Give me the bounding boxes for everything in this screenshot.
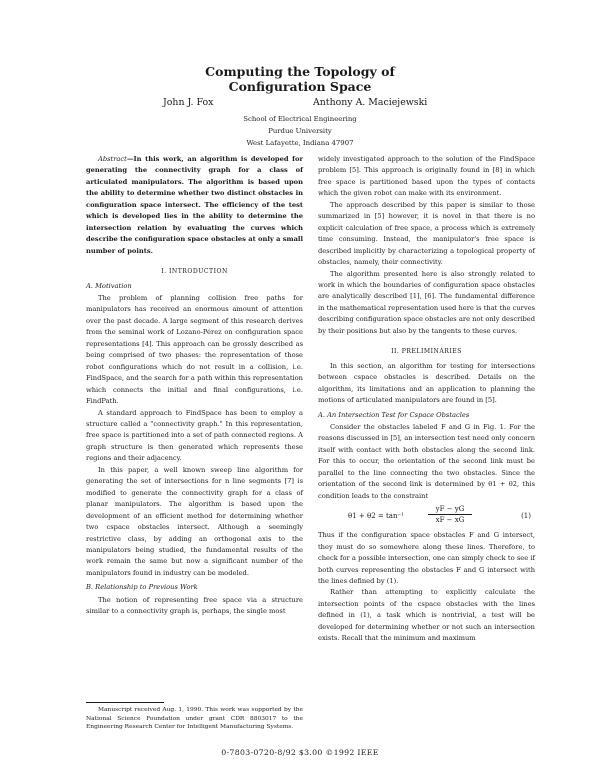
footnote-rule [86, 702, 164, 703]
affiliation-line-1: School of Electrical Engineering [243, 115, 357, 123]
equation-numerator: yF − yG [428, 504, 472, 515]
footnote [86, 702, 303, 732]
section-heading-preliminaries: II. PRELIMINARIES [391, 348, 462, 356]
equation-lhs: θ1 + θ2 = tan⁻¹ [348, 512, 404, 521]
intersection-paragraph-1: Consider the obstacles labeled F and G in Fig. 1. For the reasons discussed in [5], an intersection test need only concern itself with contact with both obstacles along the second link. For this to occur, the orientation of the second link must be parallel to the line connecting the two obstacles. Since the orientation of the second link is determined by θ1 + θ2, this condition leads to the constraint [318, 422, 535, 500]
preliminaries-paragraph: In this section, an algorithm for testing for intersections between cspace obstacles is described. Details on the algorithm, its limitations and an application to planning the motions of articulated manipulators are found in [5]. [318, 361, 535, 405]
subsection-heading-previous-work: B. Relationship to Previous Work [86, 583, 198, 592]
right-paragraph-1: widely investigated approach to the solution of the FindSpace problem [5]. This approach is originally found in [8] in which free space is partitioned based upon the types of contacts which the given robot can make with its environment. [318, 155, 535, 198]
right-paragraph-2: The approach described by this paper is similar to those summarized in [5] however, it is novel in that there is no explicit calculation of free space, a process which is extremely time consuming. Instead, the manipulator's free space is described implicitly by characterizing a topological property of obstacles, namely, their connectivity. [318, 200, 535, 267]
author-1: John J. Fox [163, 97, 214, 108]
equation-fraction [428, 504, 472, 525]
right-paragraph-3: The algorithm presented here is also strongly related to work in which the boundaries of configuration space obstacles are analytically described [1], [6]. The fundamental difference in the mathematical representation used here is that the curves describing configuration space obstacles are not only described by their positions but also by the tangents to these curves. [318, 269, 535, 335]
right-column [318, 154, 535, 645]
intro-paragraph-1: The problem of planning collision free paths for manipulators has received an enormous amount of attention over the past decade. A large segment of this research derives from the seminal work of Lozano-Pérez on configuration space representations [4]. This approach can be grossly described as being comprised of two phases: the representation of those robot configurations which do not result in a collision, i.e. FindSpace, and the search for a path within this representation which connects the initial and final configurations, i.e. FindPath. [86, 293, 303, 406]
left-column [86, 154, 303, 618]
copyright-line: 0-7803-0720-8/92 $3.00 ©1992 IEEE [221, 748, 379, 757]
affiliation [0, 113, 600, 149]
subsection-heading-intersection-test: A. An Intersection Test for Cspace Obstacles [318, 410, 470, 419]
previous-work-paragraph: The notion of representing free space via a structure similar to a connectivity graph is, perhaps, the single most [86, 595, 303, 616]
equation-denominator: xF − xG [435, 516, 465, 525]
intersection-paragraph-3: Rather than attempting to explicitly calculate the intersection points of the cspace obstacles with the lines defined in (1), a task which is nontrivial, a test will be developed for determining whether or not such an intersection exists. Recall that the minimum and maximum [318, 588, 535, 643]
abstract-label: Abstract [98, 155, 127, 163]
paper-title [0, 64, 600, 94]
abstract [86, 154, 303, 257]
intro-paragraph-2: A standard approach to FindSpace has been to employ a structure called a "connectivity graph." In this representation, free space is partitioned into a set of path connected regions. A graph structure is then generated which represents these regions and their adjacency. [86, 408, 303, 463]
footnote-text: Manuscript received Aug. 1, 1990. This work was supported by the National Science Foundation under grant CDR 8803017 to the Engineering Research Center for Intelligent Manufacturing Systems. [86, 707, 303, 731]
intersection-paragraph-2: Thus if the configuration space obstacles F and G intersect, they must do so somewhere along these lines. Therefore, to check for a possible intersection, one can simply check to see if both curves representing the obstacles F and G intersect with the lines defined by (1). [318, 531, 535, 585]
title-line-2: Configuration Space [228, 79, 372, 94]
equation-1 [318, 504, 535, 528]
subsection-heading-motivation: A. Motivation [86, 281, 132, 290]
equation-number: (1) [521, 512, 531, 521]
title-line-1: Computing the Topology of [205, 64, 395, 79]
abstract-text: —In this work, an algorithm is developed for generating the connectivity graph for a class of articulated manipulators. The algorithm is based upon the ability to determine whether two distinct obstacles in configuration space intersect. The efficiency of the test which is developed lies in the ability to determine the intersection relation by evaluating the curves which describe the configuration space obstacles at only a small number of points. [86, 155, 304, 255]
affiliation-line-2: Purdue University [268, 127, 332, 135]
author-2: Anthony A. Maciejewski [313, 97, 428, 108]
intro-paragraph-3: In this paper, a well known sweep line algorithm for generating the set of intersections for n line segments [7] is modified to generate the connectivity graph for a class of planar manipulators. The algorithm is based upon the development of an efficient method for determining whether two cspace obstacles intersect. Although a seemingly restrictive class, by adding an orthogonal axis to the manipulators being studied, the fundamental results of the work remain the same but now a significant number of the manipulators found in industry can be modeled. [86, 465, 303, 577]
section-heading-introduction: I. INTRODUCTION [161, 268, 228, 276]
affiliation-line-3: West Lafayette, Indiana 47907 [246, 139, 354, 147]
